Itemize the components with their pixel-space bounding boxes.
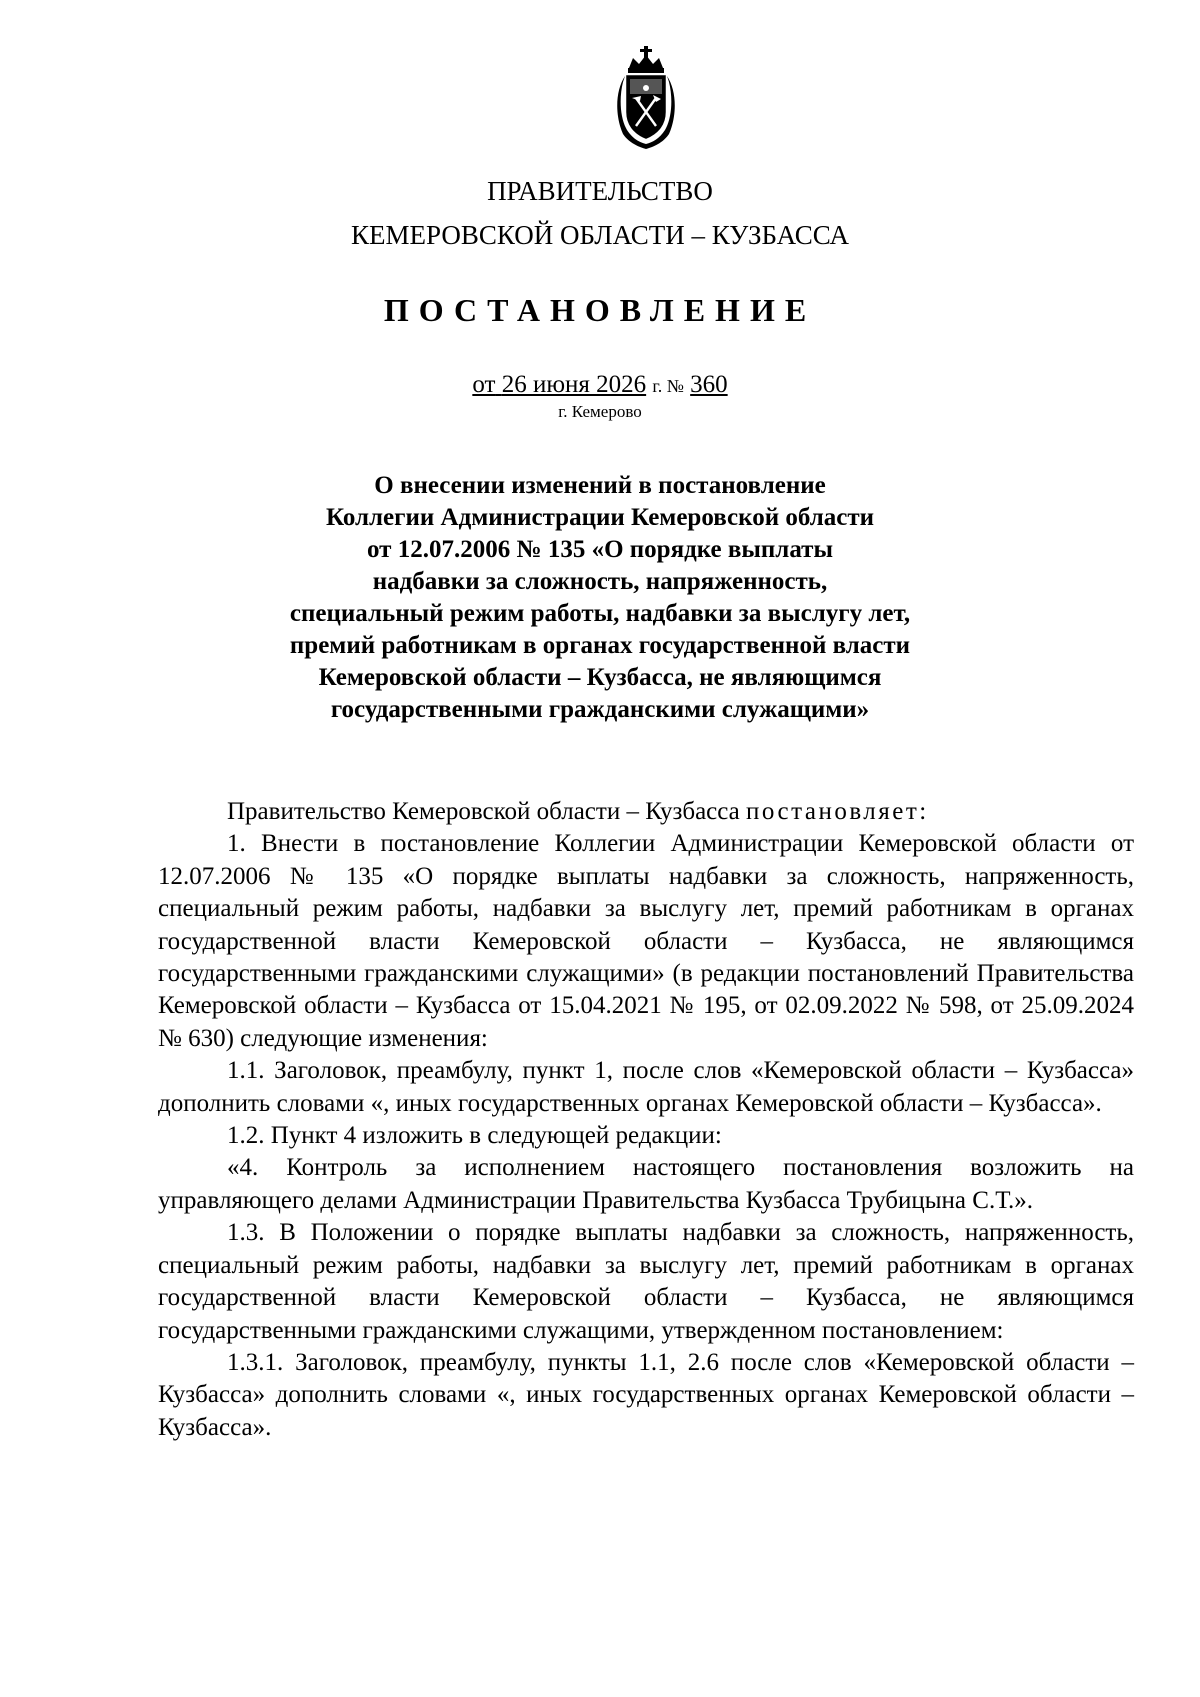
- document-date: 26 июня 2026: [501, 371, 647, 398]
- paragraph-1-1: 1.1. Заголовок, преамбулу, пункт 1, после слов «Кемеровской области – Кузбасса» дополнить словами «, иных государственных органах Кемеровской области – Кузбасса».: [158, 1057, 1134, 1117]
- preamble-paragraph: [158, 796, 1134, 828]
- year-number-label: г. №: [652, 376, 684, 396]
- paragraph-1: 1. Внести в постановление Коллегии Администрации Кемеровской области от 12.07.2006 № 135 «О порядке выплаты надбавки за сложность, напряженность, специальный режим работы, надбавки за выслугу лет, премий работникам в органах государственной власти Кемеровской области – Кузбасса, не являющимся государственными гражданскими служащими» (в редакции постановлений Правительства Кемеровской области – Кузбасса от 15.04.2021 № 195, от 02.09.2022 № 598, от 25.09.2024 № 630) следующие изменения:: [158, 830, 1134, 1052]
- title-line: государственными гражданскими служащими»: [330, 696, 870, 723]
- title-line: Коллегии Администрации Кемеровской области: [325, 504, 875, 531]
- coat-of-arms-emblem: [609, 46, 683, 150]
- document-body: [158, 796, 1134, 1444]
- preamble-verb: постановляет:: [746, 798, 929, 825]
- city-label: г. Кемерово: [558, 402, 642, 421]
- title-line: надбавки за сложность, напряженность,: [372, 568, 828, 595]
- preamble-subject: Правительство Кемеровской области – Кузбасса: [227, 798, 740, 825]
- title-line: от 12.07.2006 № 135 «О порядке выплаты: [367, 536, 833, 563]
- title-line: премий работникам в органах государственной власти: [289, 632, 911, 659]
- title-line: Кемеровской области – Кузбасса, не являющимся: [318, 664, 882, 691]
- paragraph-1-3-1: 1.3.1. Заголовок, преамбулу, пункты 1.1, 2.6 после слов «Кемеровской области – Кузбасса» дополнить словами «, иных государственных органах Кемеровской области – Кузбасса».: [158, 1348, 1134, 1441]
- date-number-line: [0, 370, 1200, 401]
- date-prefix: от: [472, 371, 496, 398]
- title-line: О внесении изменений в постановление: [374, 472, 826, 499]
- paragraph-1-2-quote: «4. Контроль за исполнением настоящего постановления возложить на управляющего делами Администрации Правительства Кузбасса Трубицына С.Т.».: [158, 1154, 1134, 1214]
- document-type-heading: ПОСТАНОВЛЕНИЕ: [383, 292, 817, 328]
- document-number: 360: [690, 371, 728, 398]
- title-line: специальный режим работы, надбавки за выслугу лет,: [289, 600, 911, 627]
- organization-name-line-1: ПРАВИТЕЛЬСТВО: [487, 176, 713, 206]
- organization-name-line-2: КЕМЕРОВСКОЙ ОБЛАСТИ – КУЗБАССА: [351, 220, 849, 250]
- paragraph-1-2: 1.2. Пункт 4 изложить в следующей редакции:: [227, 1122, 722, 1150]
- document-title: [0, 470, 1200, 726]
- paragraph-1-3: 1.3. В Положении о порядке выплаты надбавки за сложность, напряженность, специальный режим работы, надбавки за выслугу лет, премий работникам в органах государственной власти Кемеровской области – Кузбасса, не являющимся государственными гражданскими служащими, утвержденном постановлением:: [158, 1219, 1134, 1344]
